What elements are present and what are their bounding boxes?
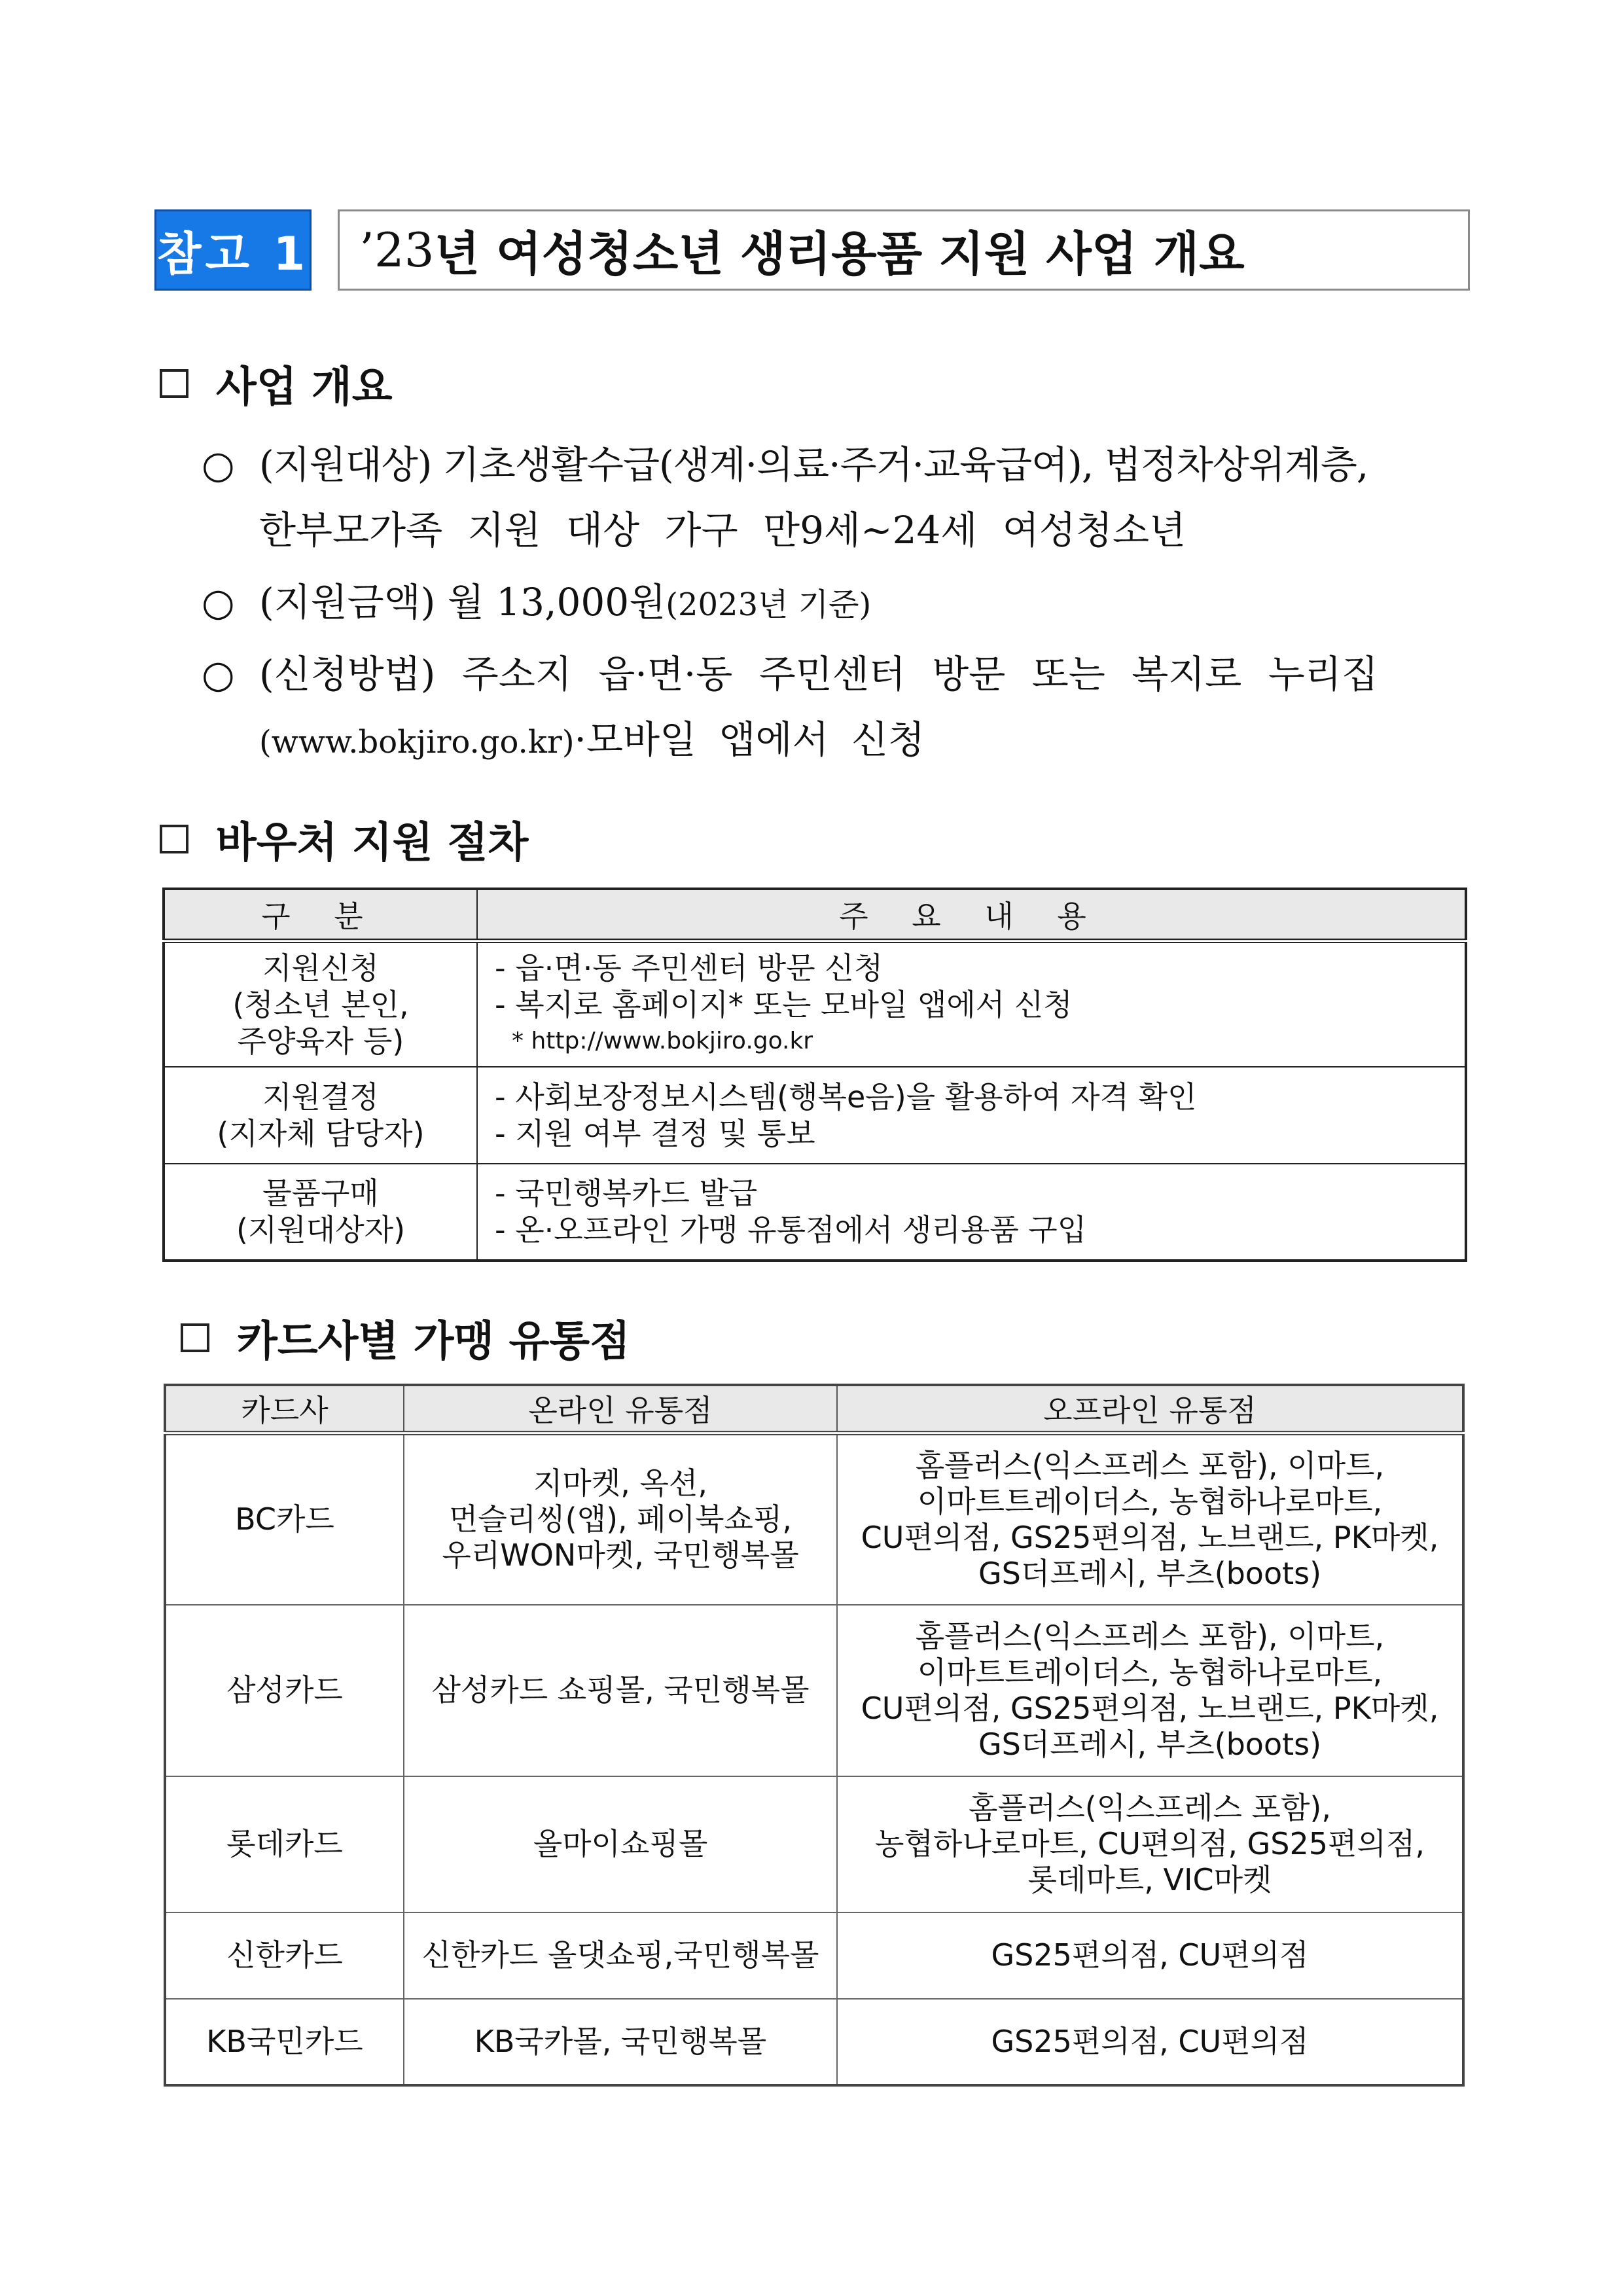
- procedure-label: 물품구매 (지원대상자): [164, 1164, 477, 1261]
- bullet-amount-note: (2023년 기준): [666, 586, 872, 623]
- table-row: [165, 1912, 1463, 1999]
- online-stores: 삼성카드 쇼핑몰, 국민행복몰: [404, 1605, 837, 1776]
- title-year: ’23: [359, 223, 435, 278]
- procedure-content: - 사회보장정보시스템(행복e음)을 활용하여 자격 확인 - 지원 여부 결정 및 통보: [477, 1067, 1466, 1164]
- section-heading-overview-text: 사업 개요: [216, 363, 393, 412]
- card-name: 신한카드: [165, 1912, 404, 1999]
- table-row: [165, 1999, 1463, 2085]
- online-stores: KB국카몰, 국민행복몰: [404, 1999, 837, 2085]
- table-row: [165, 1433, 1463, 1605]
- checkbox-square-icon: [181, 1323, 209, 1352]
- card-name: BC카드: [165, 1433, 404, 1605]
- procedure-content: - 읍·면·동 주민센터 방문 신청 - 복지로 홈페이지* 또는 모바일 앱에서 신청 * http://www.bokjiro.go.kr: [477, 941, 1466, 1067]
- card-header-online: 온라인 유통점: [404, 1385, 837, 1433]
- card-name: 롯데카드: [165, 1776, 404, 1912]
- table-row: [165, 1605, 1463, 1776]
- bullet-method: [259, 641, 1470, 775]
- bullet-mark: ○: [202, 442, 235, 487]
- bullet-amount-main: (지원금액) 월 13,000원: [259, 580, 666, 624]
- procedure-label: 지원신청 (청소년 본인, 주양육자 등): [164, 941, 477, 1067]
- offline-stores: GS25편의점, CU편의점: [837, 1999, 1463, 2085]
- bullet-target-line1: (지원대상) 기초생활수급(생계·의료·주거·교육급여), 법정차상위계층,: [259, 442, 1368, 487]
- offline-stores: 홈플러스(익스프레스 포함), 이마트, 이마트트레이더스, 농협하나로마트, CU편의점, GS25편의점, 노브랜드, PK마켓, GS더프레시, 부츠(boots): [837, 1433, 1463, 1605]
- table-row: [164, 1164, 1466, 1261]
- procedure-note: * http://www.bokjiro.go.kr: [512, 1027, 813, 1054]
- section-heading-overview: [160, 353, 393, 414]
- bullet-method-url: (www.bokjiro.go.kr): [259, 724, 575, 761]
- bullet-mark: ○: [202, 580, 235, 624]
- reference-badge: 참고 1: [154, 209, 312, 291]
- procedure-table: [162, 888, 1467, 1262]
- page-title: [338, 209, 1470, 291]
- card-store-table: [164, 1384, 1465, 2087]
- bullet-mark: ○: [202, 652, 235, 696]
- card-header-company: 카드사: [165, 1385, 404, 1433]
- checkbox-square-icon: [160, 369, 188, 398]
- section-heading-procedure-text: 바우처 지원 절차: [216, 819, 529, 867]
- bullet-target-line2: 한부모가족 지원 대상 가구 만9세~24세 여성청소년: [259, 508, 1186, 552]
- offline-stores: GS25편의점, CU편의점: [837, 1912, 1463, 1999]
- procedure-header-content: 주 요 내 용: [477, 889, 1466, 941]
- procedure-label: 지원결정 (지자체 담당자): [164, 1067, 477, 1164]
- online-stores: 지마켓, 옥션, 먼슬리씽(앱), 페이북쇼핑, 우리WON마켓, 국민행복몰: [404, 1433, 837, 1605]
- section-heading-stores: [181, 1308, 630, 1368]
- table-row: [165, 1776, 1463, 1912]
- bullet-amount: [259, 569, 1470, 637]
- card-name: KB국민카드: [165, 1999, 404, 2085]
- table-row: [164, 941, 1466, 1067]
- procedure-header-category: 구 분: [164, 889, 477, 941]
- table-row: [164, 1067, 1466, 1164]
- bullet-method-line1: (신청방법) 주소지 읍·면·동 주민센터 방문 또는 복지로 누리집: [259, 652, 1378, 696]
- title-text: 년 여성청소년 생리용품 지원 사업 개요: [434, 226, 1245, 281]
- procedure-content: - 국민행복카드 발급 - 온·오프라인 가맹 유통점에서 생리용품 구입: [477, 1164, 1466, 1261]
- section-heading-procedure: [160, 809, 528, 869]
- card-header-offline: 오프라인 유통점: [837, 1385, 1463, 1433]
- bullet-method-line2: ·모바일 앱에서 신청: [574, 717, 925, 762]
- online-stores: 올마이쇼핑몰: [404, 1776, 837, 1912]
- card-name: 삼성카드: [165, 1605, 404, 1776]
- bullet-target: [259, 432, 1470, 563]
- section-heading-stores-text: 카드사별 가맹 유통점: [237, 1318, 630, 1366]
- offline-stores: 홈플러스(익스프레스 포함), 이마트, 이마트트레이더스, 농협하나로마트, CU편의점, GS25편의점, 노브랜드, PK마켓, GS더프레시, 부츠(boots): [837, 1605, 1463, 1776]
- online-stores: 신한카드 올댓쇼핑,국민행복몰: [404, 1912, 837, 1999]
- offline-stores: 홈플러스(익스프레스 포함), 농협하나로마트, CU편의점, GS25편의점, 롯데마트, VIC마켓: [837, 1776, 1463, 1912]
- checkbox-square-icon: [160, 825, 188, 853]
